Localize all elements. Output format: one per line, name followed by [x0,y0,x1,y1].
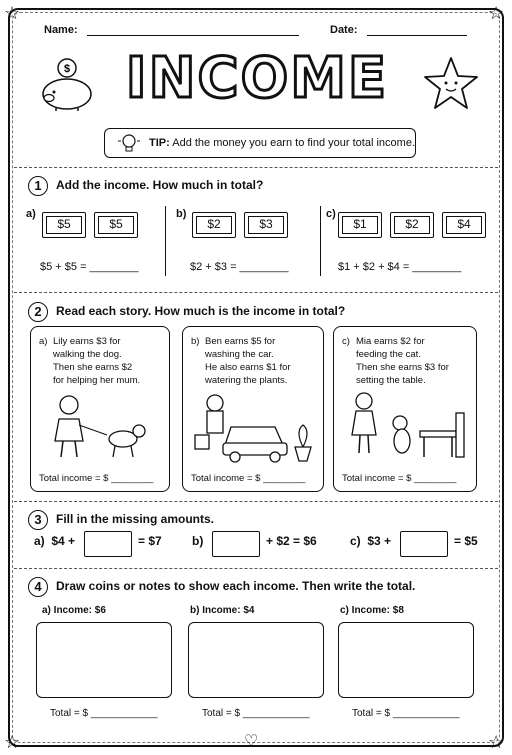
girl-feeding-cat-table-illustration [344,391,470,463]
section-number: 1 [28,176,48,196]
answer-box[interactable] [212,531,260,557]
answer-box[interactable] [400,531,448,557]
story-total: Total income = $ ________ [39,473,154,484]
money-note: $5 [42,212,86,238]
section-4-heading [28,577,415,597]
section-1-title: Add the income. How much in total? [56,178,264,193]
name-row [44,24,299,36]
fill-item: = $5 [454,534,478,548]
section-number: 3 [28,510,48,530]
piggy-bank-icon [40,54,96,112]
section-divider [14,568,498,569]
part-label: c) [326,208,336,220]
column-separator [320,206,321,276]
fill-item: b) [192,534,204,548]
fill-item: + $2 = $6 [266,534,317,548]
draw-item-label: b) Income: $4 [190,605,255,616]
section-2-heading [28,302,345,322]
smiling-star-icon [422,56,480,112]
girl-walking-dog-illustration [45,393,157,463]
fill-item: = $7 [138,534,162,548]
column-separator [165,206,166,276]
tip-text: Add the money you earn to find your total income. [172,137,415,149]
story-text: b) Ben earns $5 for washing the car. He also earns $1 for watering the plants. [191,336,291,386]
star-corner-icon: ☆ [488,732,505,752]
section-number: 2 [28,302,48,322]
story-text: c) Mia earns $2 for feeding the cat. Then she earns $3 for setting the table. [342,336,449,386]
section-divider [14,501,498,502]
star-corner-icon: ☆ [4,3,21,23]
story-total: Total income = $ ________ [191,473,306,484]
date-label: Date: [330,24,358,36]
tip-label: TIP: [149,137,170,149]
svg-text:$: $ [63,63,71,75]
section-2-title: Read each story. How much is the income in total? [56,304,346,319]
star-corner-icon: ☆ [488,3,505,23]
star-corner-icon: ☆ [4,732,21,752]
story-card [333,326,477,492]
money-note: $4 [442,212,486,238]
story-card [182,326,324,492]
name-label: Name: [44,24,78,36]
name-field[interactable] [87,35,299,36]
equation: $1 + $2 + $4 = ________ [338,261,462,273]
money-note: $2 [192,212,236,238]
date-field[interactable] [367,35,467,36]
section-1-heading [28,176,263,196]
part-label: a) [26,208,36,220]
money-note: $3 [244,212,288,238]
section-divider [14,167,498,168]
fill-item: a) $4 + [34,534,76,548]
money-note: $2 [390,212,434,238]
page-title: INCOME [125,46,389,111]
drawing-box[interactable] [338,622,474,698]
section-number: 4 [28,577,48,597]
fill-item: c) $3 + [350,534,392,548]
total-line: Total = $ ____________ [352,708,460,719]
boy-washing-car-illustration [191,391,317,463]
story-card [30,326,170,492]
drawing-box[interactable] [188,622,324,698]
date-row [330,24,467,36]
story-total: Total income = $ ________ [342,473,457,484]
total-line: Total = $ ____________ [50,708,158,719]
equation: $2 + $3 = ________ [190,261,289,273]
lightbulb-icon [117,132,141,154]
tip-box [104,128,416,158]
heart-icon: ♡ [244,733,259,750]
part-label: b) [176,208,187,220]
section-4-title: Draw coins or notes to show each income. Then write the total. [56,579,416,594]
money-note: $1 [338,212,382,238]
total-line: Total = $ ____________ [202,708,310,719]
section-3-title: Fill in the missing amounts. [56,512,215,527]
money-note: $5 [94,212,138,238]
draw-item-label: a) Income: $6 [42,605,106,616]
section-3-heading [28,510,214,530]
equation: $5 + $5 = ________ [40,261,139,273]
draw-item-label: c) Income: $8 [340,605,404,616]
section-divider [14,292,498,293]
answer-box[interactable] [84,531,132,557]
drawing-box[interactable] [36,622,172,698]
story-text: a) Lily earns $3 for walking the dog. Then she earns $2 for helping her mum. [39,336,141,386]
